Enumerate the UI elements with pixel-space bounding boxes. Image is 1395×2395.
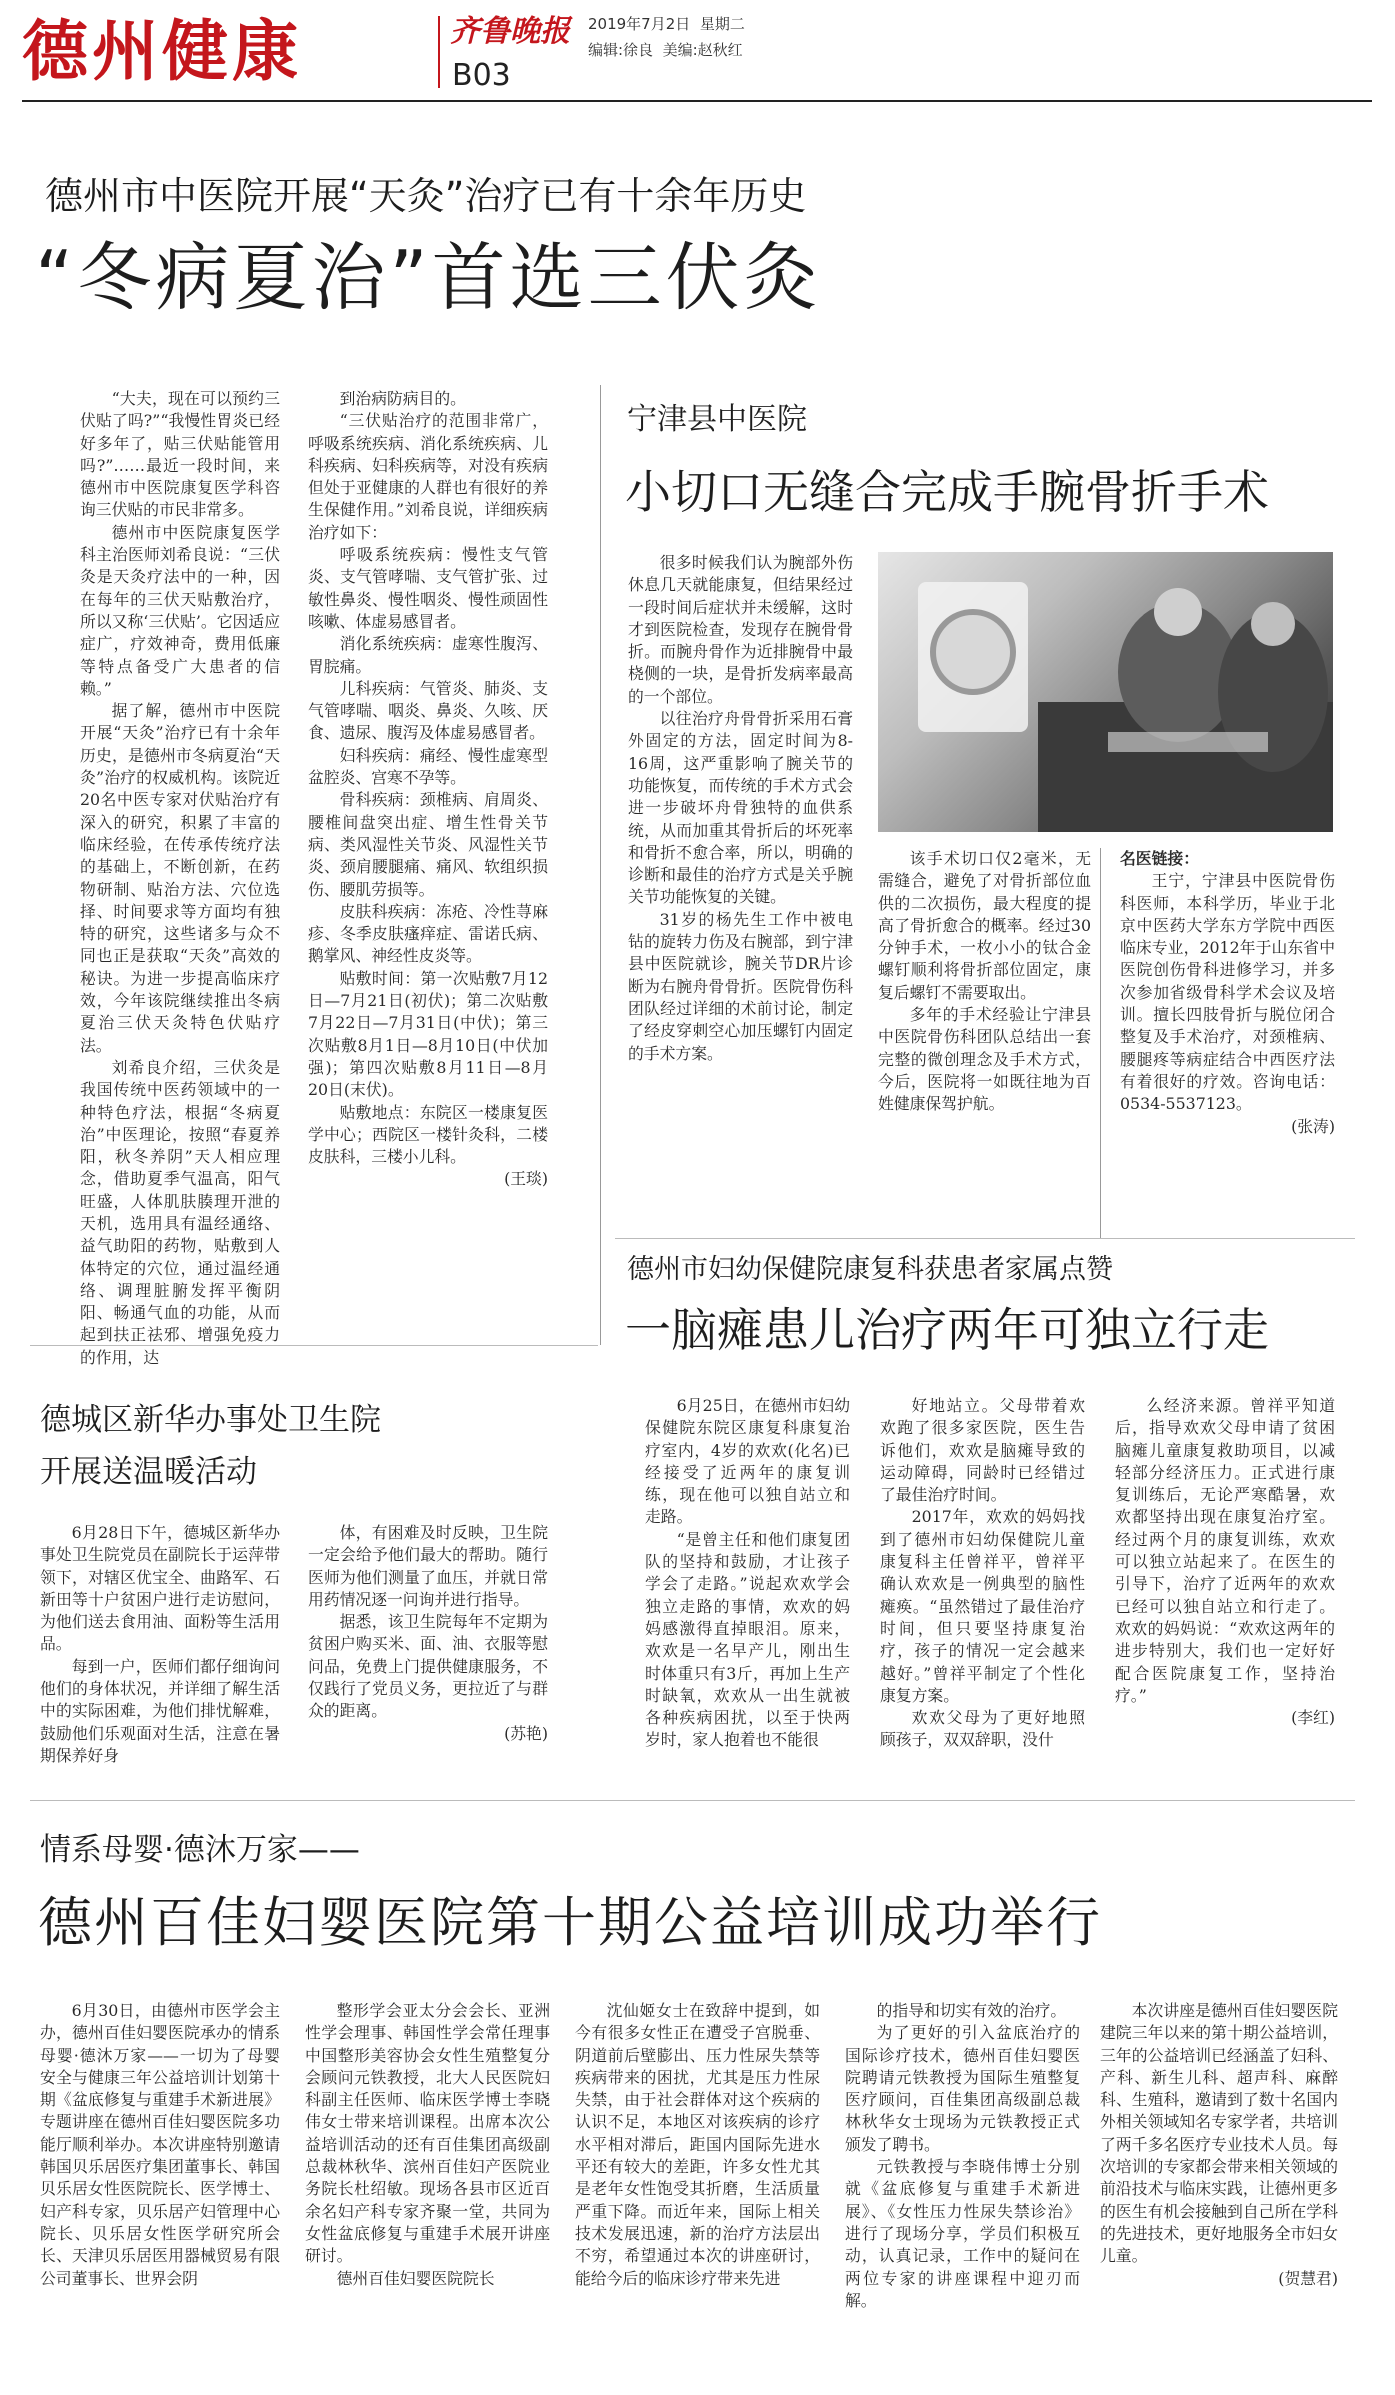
paragraph: 欢欢父母为了更好地照顾孩子，双双辞职，没什 (880, 1708, 1085, 1750)
doctor-note (1120, 848, 1335, 1138)
paragraph: 体，有困难及时反映，卫生院一定会给予他们最大的帮助。随行医师为他们测量了血压，并就日常用药情况逐一问询并进行指导。 (308, 1523, 548, 1609)
paragraph: 贴敷时间：第一次贴敷7月12日—7月21日(初伏)；第二次贴敷7月22日—7月31日(中伏)；第三次贴敷8月1日—8月10日(中伏加强)；第四次贴敷8月11日—8月20日(末伏)。 (308, 968, 548, 1100)
issue-date (588, 14, 745, 34)
paragraph: 6月30日，由德州市医学会主办，德州百佳妇婴医院承办的情系母婴·德沐万家——一切为了母婴安全与健康三年公益培训计划第十期《盆底修复与重建手术新进展》专题讲座在德州百佳妇婴医院多功能厅顺利举办。本次讲座特别邀请韩国贝乐居医疗集团董事长、韩国贝乐居女性医院院长、医学博士、妇产科专家，贝乐居产妇管理中心院长、贝乐居女性医学研究所会长、天津贝乐居医用器械贸易有限公司董事长、世界会阴 (40, 2001, 280, 2288)
paragraph: 骨科疾病：颈椎病、肩周炎、腰椎间盘突出症、增生性骨关节病、类风湿性关节炎、风湿性关节炎、颈肩腰腿痛、痛风、软组织损伤、腰肌劳损等。 (308, 790, 548, 899)
baijia-kicker: 情系母婴·德沐万家—— (40, 1832, 360, 1868)
paragraph: “是曾主任和他们康复团队的坚持和鼓励，才让孩子学会了走路。”说起欢欢学会独立走路的事情，欢欢的妈妈感激得直掉眼泪。原来，欢欢是一名早产儿，刚出生时体重只有3斤，再加上生产时缺氧，欢欢从一出生就被各种疾病困扰，以至于快两岁时，家人抱着也不能很 (645, 1529, 850, 1750)
lead-column-2 (308, 388, 548, 1191)
fuyou-column-1 (645, 1395, 850, 1752)
paragraph: “三伏贴治疗的范围非常广，呼吸系统疾病、消化系统疾病、儿科疾病、妇科疾病等，对没有疾病但处于亚健康的人群也有很好的养生保健作用。”刘希良说，详细疾病治疗如下： (308, 411, 548, 542)
xinhua-column-1 (40, 1522, 280, 1767)
xinhua-headline-line1: 德城区新华办事处卫生院 (40, 1402, 381, 1438)
fuyou-kicker: 德州市妇幼保健院康复科获患者家属点赞 (627, 1254, 1113, 1285)
paper-logo: 齐鲁晚报 (450, 14, 570, 49)
column-divider (600, 385, 601, 1345)
ningjin-headline: 小切口无缝合完成手腕骨折手术 (625, 465, 1269, 519)
section-title: 德州健康 (22, 13, 302, 90)
paragraph: 6月25日，在德州市妇幼保健院东院区康复科康复治疗室内，4岁的欢欢(化名)已经接受了近两年的康复训练，现在他可以独自站立和走路。 (645, 1396, 850, 1527)
paragraph: 的指导和切实有效的治疗。 (876, 2001, 1067, 2020)
section-rule (30, 1800, 1355, 1801)
paragraph: 消化系统疾病：虚寒性腹泻、胃脘痛。 (308, 634, 548, 676)
paragraph: 沈仙姬女士在致辞中提到，如今有很多女性正在遭受子宫脱垂、阴道前后壁膨出、压力性尿失禁等疾病带来的困扰，尤其是压力性尿失禁，由于社会群体对这个疾病的认识不足，本地区对该疾病的诊疗水平相对滞后，距国内国际先进水平还有较大的差距，许多女性尤其是老年女性饱受其折磨，生活质量严重下降。而近年来，国际上相关技术发展迅速，新的治疗方法层出不穷，希望通过本次的讲座研讨，能给今后的临床诊疗带来先进 (575, 2001, 820, 2288)
paragraph: 很多时候我们认为腕部外伤休息几天就能康复，但结果经过一段时间后症状并未缓解，这时才到医院检查，发现存在腕骨骨折。而腕舟骨作为近排腕骨中最桡侧的一块，是骨折发病率最高的一个部位。 (628, 553, 853, 706)
paragraph: 贴敷地点：东院区一楼康复医学中心；西院区一楼针灸科，二楼皮肤科，三楼小儿科。 (308, 1102, 548, 1167)
paragraph: 刘希良介绍，三伏灸是我国传统中医药领域中的一种特色疗法，根据“冬病夏治”中医理论，按照“春夏养阳，秋冬养阴”天人相应理念，借助夏季气温高，阳气旺盛，人体肌肤腠理开泄的天机，选用具有温经通络、益气助阳的药物，贴敷到人体特定的穴位，通过温经通络、调理脏腑发挥平衡阴阳、畅通气血的功能，从而起到扶正祛邪、增强免疫力的作用，达 (80, 1057, 280, 1367)
lead-kicker: 德州市中医院开展“天灸”治疗已有十余年历史 (45, 174, 807, 218)
lead-headline: “冬病夏治”首选三伏灸 (35, 235, 822, 321)
paragraph: 皮肤科疾病：冻疮、冷性荨麻疹、冬季皮肤瘙痒症、雷诺氏病、鹅掌风、神经性皮炎等。 (308, 901, 548, 966)
section-rule (615, 1238, 1355, 1239)
paragraph: 德州市中医院康复医学科主治医师刘希良说：“三伏灸是天灸疗法中的一种，因在每年的三伏天贴敷治疗，所以又称‘三伏贴’。它因适应症广，疗效神奇，费用低廉等特点备受广大患者的信赖。” (80, 522, 280, 698)
page-code: B03 (452, 58, 511, 93)
paragraph: 据了解，德州市中医院开展“天灸”治疗已有十余年历史，是德州市冬病夏治“天灸”治疗的权威机构。该院近20名中医专家对伏贴治疗有深入的研究，积累了丰富的临床经验，在传承传统疗法的基础上，不断创新，在药物研制、贴治方法、穴位选择、时间要求等方面均有独特的研究，这些诸多与众不同也正是获取“天灸”高效的秘诀。为进一步提高临床疗效，今年该院继续推出冬病夏治三伏天灸特色伏贴疗法。 (80, 701, 280, 1055)
baijia-column-3 (575, 2000, 820, 2290)
baijia-column-2 (305, 2000, 550, 2290)
masthead-divider (438, 16, 440, 88)
paragraph: 儿科疾病：气管炎、肺炎、支气管哮喘、咽炎、鼻炎、久咳、厌食、遗尿、腹泻及体虚易感冒者。 (308, 678, 548, 743)
note-title: 名医链接： (1120, 849, 1199, 868)
paragraph: 整形学会亚太分会会长、亚洲性学会理事、韩国性学会常任理事中国整形美容协会女性生殖整复分会顾问元铁教授，北大人民医院妇科副主任医师、临床医学博士李晓伟女士带来培训课程。出席本次公益培训活动的还有百佳集团高级副总裁林秋华、滨州百佳妇产医院业务院长杜绍敏。现场各县市区近百余名妇产科专家齐聚一堂，共同为女性盆底修复与重建手术展开讲座研讨。 (305, 2001, 550, 2266)
fuyou-column-3 (1115, 1395, 1335, 1729)
baijia-column-4 (845, 2000, 1080, 2312)
masthead (0, 0, 1395, 100)
designer: 美编:赵秋红 (662, 41, 743, 59)
paragraph: 为了更好的引入盆底治疗的国际诊疗技术，德州百佳妇婴医院聘请元铁教授为国际生殖整复医疗顾问，百佳集团高级副总裁林秋华女士现场为元铁教授正式颁发了聘书。 (845, 2023, 1080, 2154)
masthead-rule (22, 100, 1372, 102)
surgery-scene-image (878, 552, 1333, 832)
xinhua-column-2 (308, 1522, 548, 1745)
paragraph: 呼吸系统疾病：慢性支气管炎、支气管哮喘、支气管扩张、过敏性鼻炎、慢性咽炎、慢性顽固性咳嗽、体虚易感冒者。 (308, 545, 548, 631)
paragraph: 妇科疾病：痛经、慢性虚寒型盆腔炎、宫寒不孕等。 (308, 745, 548, 788)
paragraph: 本次讲座是德州百佳妇婴医院建院三年以来的第十期公益培训，三年的公益培训已经涵盖了妇科、产科、新生儿科、超声科、麻醉科、生殖科，邀请到了数十名国内外相关领域知名专家学者，共培训了两千多名医疗专业技术人员。每次培训的专家都会带来相关领域的前沿技术与临床实践，让德州更多的医生有机会接触到自己所在学科的先进技术，更好地服务全市妇女儿童。 (1100, 2001, 1338, 2266)
paragraph: 多年的手术经验让宁津县中医院骨伤科团队总结出一套完整的微创理念及手术方式，今后，医院将一如既往地为百姓健康保驾护航。 (878, 1005, 1091, 1114)
fuyou-headline: 一脑瘫患儿治疗两年可独立行走 (625, 1303, 1269, 1357)
byline: (苏艳) (504, 1723, 548, 1743)
byline: (李红) (1291, 1708, 1335, 1728)
xinhua-headline-line2: 开展送温暖活动 (40, 1454, 257, 1490)
paragraph: 据悉，该卫生院每年不定期为贫困户购买米、面、油、衣服等慰问品，免费上门提供健康服务，不仅践行了党员义务，更拉近了与群众的距离。 (308, 1612, 548, 1721)
paragraph: 到治病防病目的。 (339, 389, 466, 408)
paragraph: 元铁教授与李晓伟博士分别就《盆底修复与重建手术新进展》、《女性压力性尿失禁诊治》进行了现场分享，学员们积极互动，认真记录，工作中的疑问在两位专家的讲座课程中迎刃而解。 (845, 2157, 1080, 2310)
byline: (王琰) (504, 1169, 548, 1189)
weekday: 星期二 (699, 15, 745, 33)
paragraph: 么经济来源。曾祥平知道后，指导欢欢父母申请了贫困脑瘫儿童康复救助项目，以减轻部分经济压力。正式进行康复训练后，无论严寒酷暑，欢欢都坚持出现在康复治疗室。经过两个月的康复训练，欢欢可以独立站起来了。在医生的引导下，治疗了近两年的欢欢已经可以独自站立和行走了。欢欢的妈妈说：“欢欢这两年的进步特别大，我们也一定好好配合医院康复工作，坚持治疗。” (1115, 1396, 1335, 1705)
paragraph: 德州百佳妇婴医院院长 (336, 2268, 495, 2288)
paragraph: “大夫，现在可以预约三伏贴了吗?”“我慢性胃炎已经好多年了，贴三伏贴能管用吗?”……最近一段时间，来德州市中医院康复医学科咨询三伏贴的市民非常多。 (80, 389, 280, 520)
paragraph: 该手术切口仅2毫米，无需缝合，避免了对骨折部位血供的二次损伤，最大程度的提高了骨折愈合的概率。经过30分钟手术，一枚小小的钛合金螺钉顺利将骨折部位固定，康复后螺钉不需要取出。 (878, 849, 1091, 1002)
baijia-column-1 (40, 2000, 280, 2290)
credits (588, 40, 743, 60)
editor: 编辑:徐良 (588, 41, 654, 59)
date: 2019年7月2日 (588, 15, 691, 33)
column-divider (1100, 848, 1101, 1238)
paragraph: 以往治疗舟骨骨折采用石膏外固定的方法，固定时间为8-16周，这严重影响了腕关节的功能恢复，而传统的手术方式会进一步破坏舟骨独特的血供系统，从而加重其骨折后的坏死率和骨折不愈合率，所以，明确的诊断和最佳的治疗方式是关乎腕关节功能恢复的关键。 (628, 709, 853, 907)
paragraph: 6月28日下午，德城区新华办事处卫生院党员在副院长于运萍带领下，对辖区优宝全、曲路军、石新田等十户贫困户进行走访慰问，为他们送去食用油、面粉等生活用品。 (40, 1523, 280, 1654)
ningjin-column-2 (878, 848, 1091, 1116)
baijia-headline: 德州百佳妇婴医院第十期公益培训成功举行 (38, 1891, 1102, 1954)
ningjin-column-1 (628, 552, 853, 1065)
paragraph: 每到一户，医师们都仔细询问他们的身体状况，并详细了解生活中的实际困难，为他们排忧解难，鼓励他们乐观面对生活，注意在暑期保养好身 (40, 1656, 280, 1765)
paragraph: 2017年，欢欢的妈妈找到了德州市妇幼保健院儿童康复科主任曾祥平，曾祥平确认欢欢是一例典型的脑性瘫痪。“虽然错过了最佳治疗时间，但只要坚持康复治疗，孩子的情况一定会越来越好。”曾祥平制定了个性化康复方案。 (880, 1507, 1085, 1705)
note-body: 王宁，宁津县中医院骨伤科医师，本科学历，毕业于北京中医药大学东方学院中西医临床专业，2012年于山东省中医院创伤骨科进修学习，并多次参加省级骨科学术会议及培训。擅长四肢骨折与脱位闭合整复及手术治疗，对颈椎病、腰腿疼等病症结合中西医疗法有着很好的疗效。咨询电话：0534-5537123。 (1120, 871, 1335, 1114)
section-rule (30, 1345, 598, 1346)
baijia-column-5 (1100, 2000, 1338, 2290)
ningjin-kicker: 宁津县中医院 (627, 402, 807, 437)
paragraph: 好地站立。父母带着欢欢跑了很多家医院，医生告诉他们，欢欢是脑瘫导致的运动障碍，同龄时已经错过了最佳治疗时间。 (880, 1396, 1085, 1505)
fuyou-column-2 (880, 1395, 1085, 1752)
paragraph: 31岁的杨先生工作中被电钻的旋转力伤及右腕部，到宁津县中医院就诊，腕关节DR片诊断为右腕舟骨骨折。医院骨伤科团队经过详细的术前讨论，制定了经皮穿刺空心加压螺钉内固定的手术方案。 (628, 909, 853, 1063)
byline: (张涛) (1291, 1116, 1335, 1136)
lead-column-1 (80, 388, 280, 1369)
surgery-photo (878, 552, 1333, 832)
byline: (贺慧君) (1278, 2268, 1338, 2288)
